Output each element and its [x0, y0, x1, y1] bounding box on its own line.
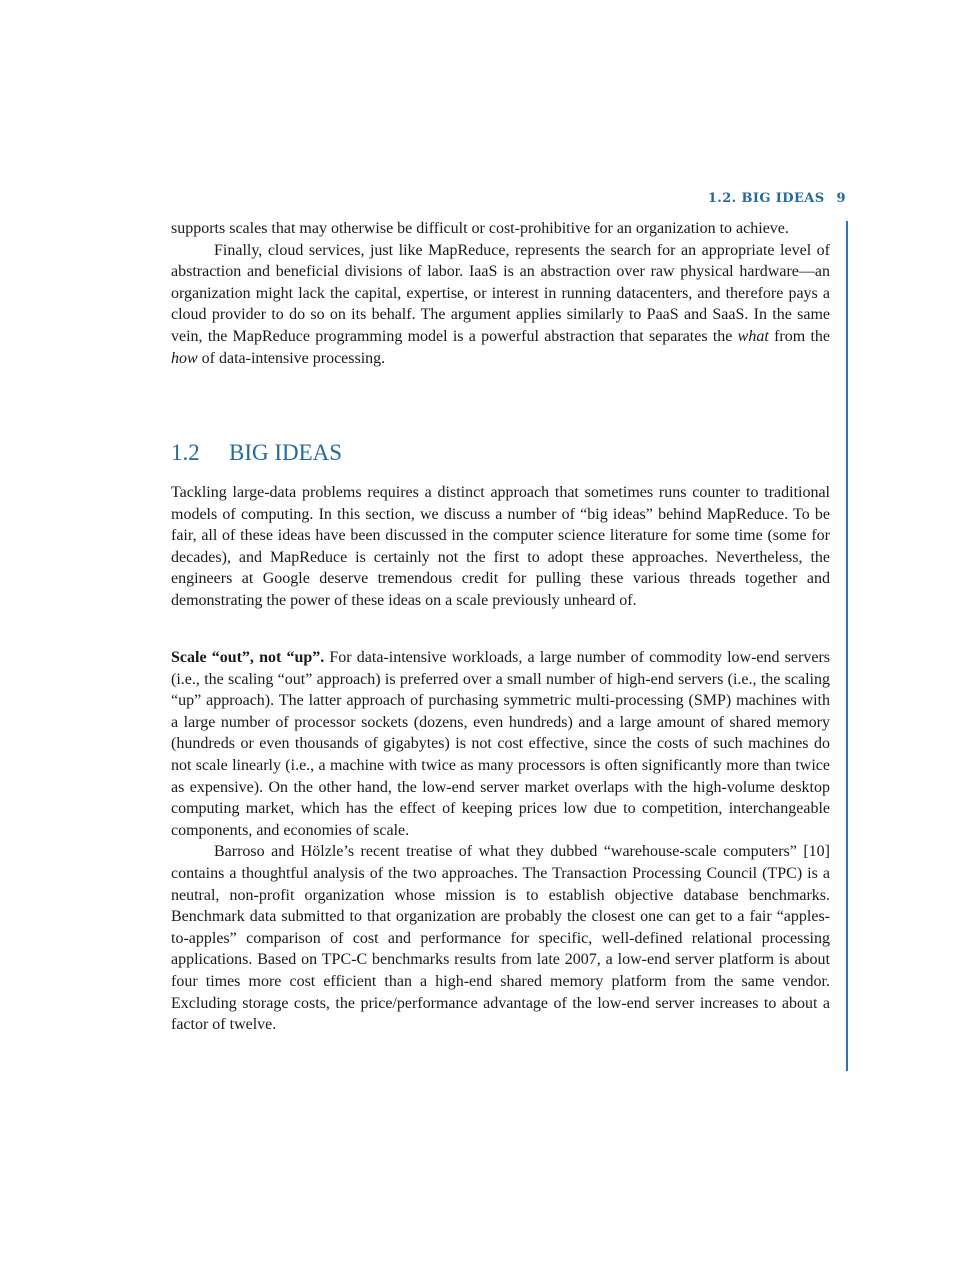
paragraph-big-ideas: Tackling large-data problems requires a distinct approach that sometimes runs counter to traditional models of computing. In this section, we discuss a number of “big ideas” behind MapReduce. To be fair, all of these ideas have been discussed in the computer science literature for some time (some for decades), and MapReduce is certainly not the first to adopt these approaches. Nevertheless, the engineers at Google deserve tremendous credit for pulling these various threads together and demonstrating the power of these ideas on a scale previously unheard of.: [171, 484, 830, 609]
paragraph-scale-out: [171, 647, 830, 841]
page-number: 9: [836, 191, 846, 206]
paragraph-barroso: Barroso and Hölzle’s recent treatise of what they dubbed “warehouse-scale computers” [10] contains a thoughtful analysis of the two approaches. The Transaction Processing Council (TPC) is a neutral, non-profit organization whose mission is to establish objective database benchmarks. Benchmark data submitted to that organization are probably the closest one can get to a fair “apples-to-apples” comparison of cost and performance for specific, well-defined relational processing applications. Based on TPC-C benchmarks results from late 2007, a low-end server platform is about four times more cost efficient than a high-end shared memory platform from the same vendor. Excluding storage costs, the price/performance advantage of the low-end server increases to about a factor of twelve.: [171, 843, 830, 1034]
intro-text: [171, 218, 830, 369]
section-number: 1.2: [171, 440, 200, 465]
body-paragraph-1: [171, 482, 830, 612]
running-head: [600, 191, 846, 206]
intro-p2-part-b: from the: [768, 327, 830, 345]
section-heading: [171, 440, 342, 466]
intro-paragraph-1: supports scales that may otherwise be difficult or cost-prohibitive for an organization to achieve.: [171, 220, 789, 237]
margin-rule: [846, 221, 848, 1071]
paragraph-scale-out-text: For data-intensive workloads, a large number of commodity low-end servers (i.e., the scaling “out” approach) is preferred over a small number of high-end servers (i.e., the scaling “up” approach). The latter approach of purchasing symmetric multi-processing (SMP) machines with a large number of processor sockets (dozens, even hundreds) and a large amount of shared memory (hundreds or even thousands of gigabytes) is not cost effective, since the costs of such machines do not scale linearly (i.e., a machine with twice as many processors is often significantly more than twice as expensive). On the other hand, the low-end server market overlaps with the high-volume desktop computing market, which has the effect of keeping prices low due to competition, interchangeable components, and economies of scale.: [171, 649, 830, 839]
body-paragraph-2: [171, 647, 830, 1036]
intro-paragraph-2: [171, 240, 830, 370]
intro-p2-part-c: of data-intensive processing.: [197, 349, 386, 367]
running-head-section: 1.2. BIG IDEAS: [707, 191, 825, 206]
intro-p2-part-a: Finally, cloud services, just like MapReduce, represents the search for an appropriate level of abstraction and beneficial divisions of labor. IaaS is an abstraction over raw physical hardware—an organization might lack the capital, expertise, or interest in running datacenters, and therefore pays a cloud provider to do so on its behalf. The argument applies similarly to PaaS and SaaS. In the same vein, the MapReduce programming model is a powerful abstraction that separates the: [171, 241, 830, 345]
emph-what: what: [737, 327, 769, 345]
emph-how: how: [171, 349, 198, 367]
paragraph-lead-heading: Scale “out”, not “up”.: [171, 649, 325, 666]
section-title: BIG IDEAS: [229, 440, 343, 465]
